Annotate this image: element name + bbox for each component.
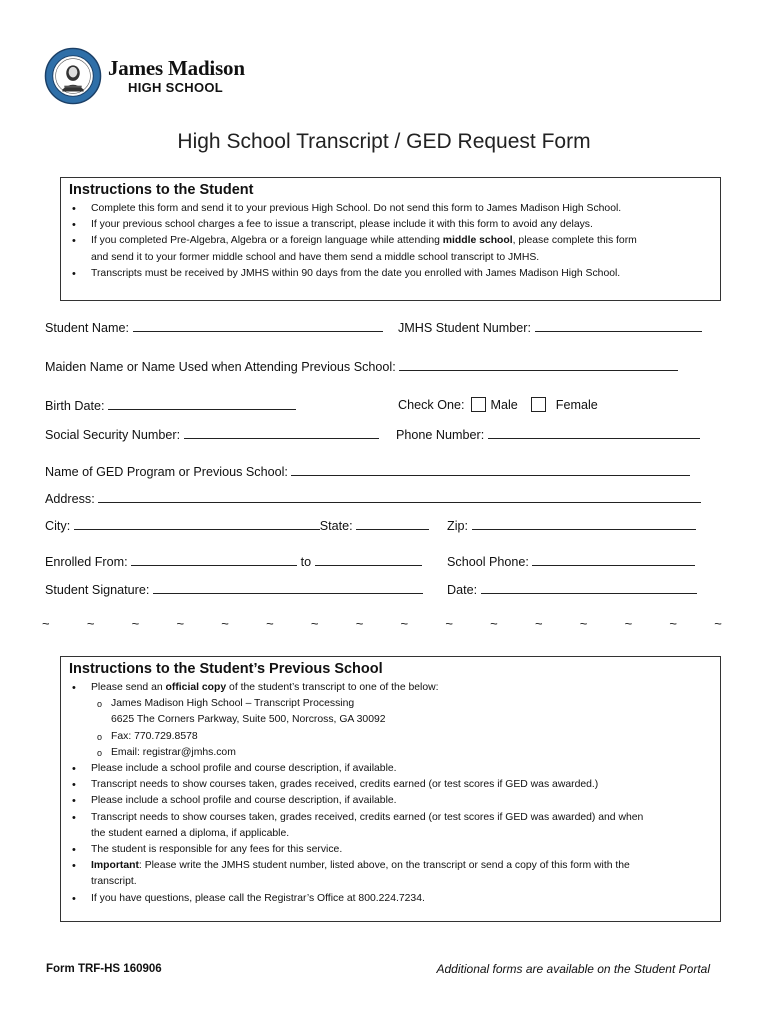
zip-input[interactable]	[472, 518, 696, 530]
school-name: James Madison	[108, 56, 245, 80]
sub-list-item: o Fax: 770.729.8578	[69, 729, 712, 745]
list-item: • Transcript needs to show courses taken, grades received, credits earned (or test scores if GED was awarded.)	[69, 777, 712, 793]
school-seal-icon	[44, 47, 102, 105]
student-instructions-heading: Instructions to the Student	[69, 182, 254, 198]
list-item: • Please include a school profile and course description, if available.	[69, 793, 712, 809]
school-header	[44, 44, 245, 108]
city-field[interactable]: City: State:	[45, 518, 429, 533]
gender-field: Check One: Male Female	[398, 398, 598, 412]
student-instructions-box	[60, 177, 721, 301]
maiden-name-input[interactable]	[399, 359, 678, 371]
zip-field[interactable]: Zip:	[447, 518, 696, 533]
male-checkbox[interactable]	[471, 397, 486, 412]
sub-list-item: o Email: registrar@jmhs.com	[69, 745, 712, 761]
ssn-field[interactable]: Social Security Number:	[45, 427, 379, 442]
date-field[interactable]: Date:	[447, 582, 697, 597]
maiden-name-field[interactable]: Maiden Name or Name Used when Attending Previous School:	[45, 359, 678, 374]
school-instructions-heading: Instructions to the Student’s Previous School	[69, 661, 383, 677]
list-item: • Transcript needs to show courses taken, grades received, credits earned (or test scores if GED was awarded) and when the student earned a diploma, if applicable.	[69, 810, 712, 842]
list-item: • Please include a school profile and course description, if available.	[69, 761, 712, 777]
student-name-field[interactable]: Student Name:	[45, 320, 383, 335]
signature-field[interactable]: Student Signature:	[45, 582, 423, 597]
address-field[interactable]: Address:	[45, 491, 701, 506]
signature-input[interactable]	[153, 582, 423, 594]
enrolled-from-input[interactable]	[131, 554, 297, 566]
list-item: • If you have questions, please call the Registrar’s Office at 800.224.7234.	[69, 891, 712, 907]
birth-date-input[interactable]	[108, 398, 296, 410]
city-input[interactable]	[74, 518, 320, 530]
ged-program-field[interactable]: Name of GED Program or Previous School:	[45, 464, 690, 479]
student-name-input[interactable]	[133, 320, 383, 332]
list-item: • Important: Please write the JMHS student number, listed above, on the transcript or send a copy of this form with the transcript.	[69, 858, 712, 890]
ssn-input[interactable]	[184, 427, 379, 439]
phone-input[interactable]	[488, 427, 700, 439]
list-item: • If your previous school charges a fee to issue a transcript, please include it with this form to avoid any delays.	[69, 217, 712, 233]
jmhs-number-input[interactable]	[535, 320, 702, 332]
school-phone-input[interactable]	[532, 554, 695, 566]
sub-list-item: o James Madison High School – Transcript Processing	[69, 696, 712, 712]
school-instructions-box	[60, 656, 721, 922]
address-input[interactable]	[98, 491, 701, 503]
list-item: • Complete this form and send it to your previous High School. Do not send this form to James Madison High School.	[69, 201, 712, 217]
school-phone-field[interactable]: School Phone:	[447, 554, 695, 569]
state-input[interactable]	[356, 518, 429, 530]
list-item: • The student is responsible for any fees for this service.	[69, 842, 712, 858]
form-id: Form TRF-HS 160906	[46, 963, 162, 975]
section-divider: ~ ~ ~ ~ ~ ~ ~ ~ ~ ~ ~ ~ ~ ~ ~ ~	[42, 616, 722, 631]
jmhs-number-field[interactable]: JMHS Student Number:	[398, 320, 702, 335]
female-checkbox[interactable]	[531, 397, 546, 412]
list-item: • Transcripts must be received by JMHS within 90 days from the date you enrolled with James Madison High School.	[69, 266, 712, 282]
phone-field[interactable]: Phone Number:	[396, 427, 700, 442]
sub-list-item: 6625 The Corners Parkway, Suite 500, Norcross, GA 30092	[111, 714, 386, 726]
enrolled-to-input[interactable]	[315, 554, 422, 566]
list-item: • Please send an official copy of the student’s transcript to one of the below:	[69, 680, 712, 696]
school-subtitle: HIGH SCHOOL	[128, 80, 224, 95]
ged-program-input[interactable]	[291, 464, 690, 476]
footer-note: Additional forms are available on the Student Portal	[436, 962, 710, 976]
page-title: High School Transcript / GED Request Form	[177, 130, 591, 153]
date-input[interactable]	[481, 582, 697, 594]
enrolled-field[interactable]: Enrolled From: to	[45, 554, 422, 569]
list-item: • If you completed Pre-Algebra, Algebra or a foreign language while attending middle school, please complete this form and send it to your former middle school and have them send a middle school transcript to JMHS.	[69, 233, 712, 265]
birth-date-field[interactable]: Birth Date:	[45, 398, 296, 413]
